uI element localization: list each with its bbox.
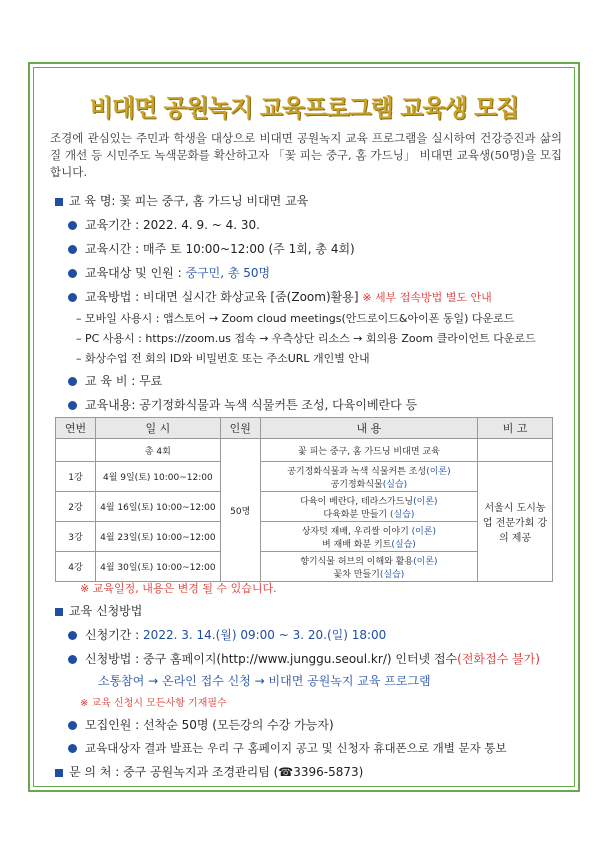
total-label: 총 4회 <box>95 439 220 462</box>
header-date: 일 시 <box>95 418 220 439</box>
circle-bullet-icon <box>68 377 77 386</box>
circle-bullet-icon <box>68 631 77 640</box>
period-row: 교육기간 : 2022. 4. 9. ~ 4. 30. <box>68 216 260 233</box>
square-bullet-icon <box>55 198 63 206</box>
recruit-row: 모집인원 : 선착순 50명 (모든강의 수강 가능자) <box>68 716 334 733</box>
circle-bullet-icon <box>68 221 77 230</box>
mobile-row: – 모바일 사용시 : 앱스토어 → Zoom cloud meetings(안드로이드&아이폰 동일) 다운로드 <box>76 312 515 325</box>
circle-bullet-icon <box>68 401 77 410</box>
header-content: 내 용 <box>260 418 477 439</box>
id-note-row: – 화상수업 전 회의 ID와 비밀번호 또는 주소URL 개인별 안내 <box>76 352 370 365</box>
apply-title-row: 교육 신청방법 <box>55 602 142 619</box>
method-row: 교육방법 : 비대면 실시간 화상교육 [줌(Zoom)활용] ※ 세부 접속방법 별도 안내 <box>68 288 492 305</box>
remark-cell: 서울시 도시농업 전문가회 강의 제공 <box>478 462 553 582</box>
circle-bullet-icon <box>68 721 77 730</box>
circle-bullet-icon <box>68 269 77 278</box>
circle-bullet-icon <box>68 744 77 753</box>
schedule-note: ※ 교육일정, 내용은 변경 될 수 있습니다. <box>80 582 277 595</box>
time-row: 교육시간 : 매주 토 10:00~12:00 (주 1회, 총 4회) <box>68 240 355 257</box>
pc-row: – PC 사용시 : https://zoom.us 접속 → 우측상단 리소스 → 회의용 Zoom 클라이언트 다운로드 <box>76 332 536 345</box>
contact-row: 문 의 처 : 중구 공원녹지과 조경관리팀 (☎3396-5873) <box>55 763 363 780</box>
target-row: 교육대상 및 인원 : 중구민, 총 50명 <box>68 264 270 281</box>
header-people: 인원 <box>220 418 260 439</box>
apply-path-row: 소통참여 → 온라인 접수 신청 → 비대면 공원녹지 교육 프로그램 <box>98 674 431 688</box>
table-row <box>56 439 553 462</box>
table-row: 3강 4월 23일(토) 10:00~12:00 상자텃 재배, 우리쌀 이야기 (이론) 벼 재배 화분 키트(실습) <box>56 522 553 552</box>
square-bullet-icon <box>55 769 63 777</box>
table-header-row <box>56 418 553 439</box>
edu-name-row: 교 육 명: 꽃 피는 중구, 홈 가드닝 비대면 교육 <box>55 192 308 209</box>
apply-method-row: 신청방법 : 중구 홈페이지(http://www.junggu.seoul.kr/) 인터넷 접수(전화접수 불가) <box>68 650 540 667</box>
header-no: 연번 <box>56 418 96 439</box>
people-cell: 50명 <box>220 439 260 582</box>
content-row: 교육내용: 공기정화식물과 녹색 식물커튼 조성, 다육이베란다 등 <box>68 396 417 413</box>
circle-bullet-icon <box>68 245 77 254</box>
table-row: 2강 4월 16일(토) 10:00~12:00 다육이 베란다, 테라스가드닝(이론) 다육화분 만들기 (실습) <box>56 492 553 522</box>
circle-bullet-icon <box>68 655 77 664</box>
header-remark: 비 고 <box>478 418 553 439</box>
circle-bullet-icon <box>68 293 77 302</box>
apply-period-row: 신청기간 : 2022. 3. 14.(월) 09:00 ~ 3. 20.(일) 18:00 <box>68 626 386 643</box>
total-content: 꽃 피는 중구, 홈 가드닝 비대면 교육 <box>260 439 477 462</box>
intro-paragraph: 조경에 관심있는 주민과 학생을 대상으로 비대면 공원녹지 교육 프로그램을 실시하여 건강증진과 삶의 질 개선 등 시민주도 녹색문화를 확산하고자 「꽃 피는 중구, 홈 가드닝」 비대면 교육생(50명)을 모집합니다. <box>50 131 562 179</box>
table-row: 4강 4월 30일(토) 10:00~12:00 향기식물 허브의 이해와 활용(이론) 꽃차 만들기(실습) <box>56 552 553 582</box>
page-title: 비대면 공원녹지 교육프로그램 교육생 모집 <box>89 94 519 122</box>
table-row: 1강 4월 9일(토) 10:00~12:00 공기정화식물과 녹색 식물커튼 조성(이론) 공기정화식물(실습) 서울시 도시농업 전문가회 강의 제공 <box>56 462 553 492</box>
schedule-table <box>55 417 553 582</box>
square-bullet-icon <box>55 608 63 616</box>
apply-note-row: ※ 교육 신청시 모든사항 기재필수 <box>80 698 227 709</box>
announce-row: 교육대상자 결과 발표는 우리 구 홈페이지 공고 및 신청자 휴대폰으로 개별 문자 통보 <box>68 740 507 756</box>
fee-row: 교 육 비 : 무료 <box>68 372 162 389</box>
